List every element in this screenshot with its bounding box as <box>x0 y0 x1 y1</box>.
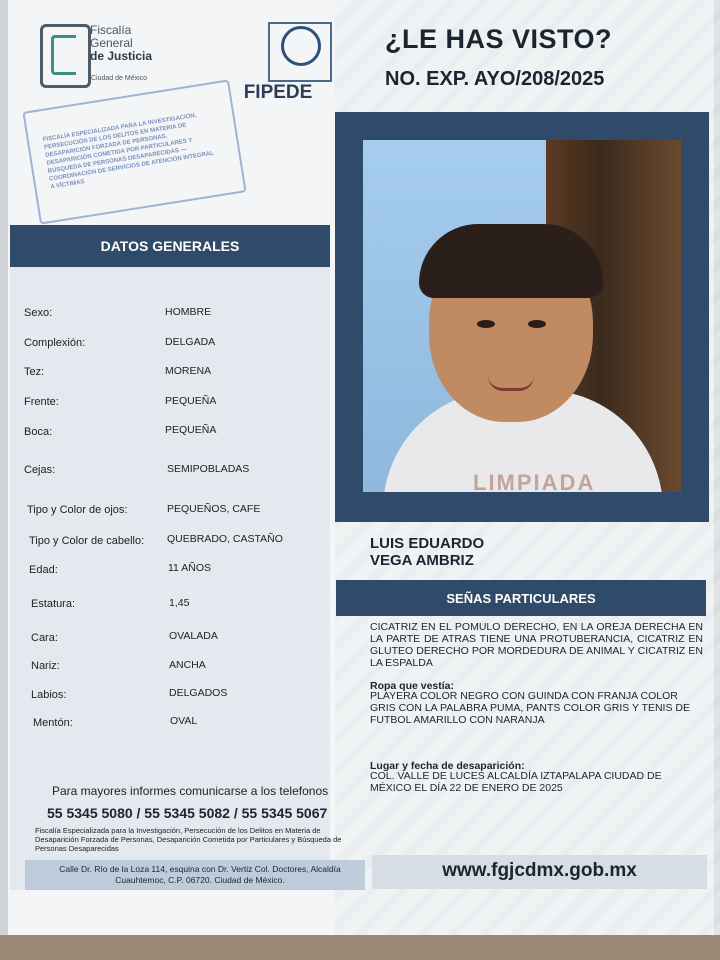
clothing-text: PLAYERA COLOR NEGRO CON GUINDA CON FRANJA COLOR GRIS CON LA PALABRA PUMA, PANTS COLOR GRIS Y TENIS DE FUTBOL AMARILLO CON NARANJA <box>370 690 690 726</box>
person-name <box>370 535 484 569</box>
fipede-logo <box>228 18 328 104</box>
magnifier-icon <box>281 26 321 66</box>
shirt-text: LIMPIADA <box>473 470 596 492</box>
field-value: DELGADA <box>165 336 216 348</box>
field-value: OVALADA <box>169 630 218 642</box>
field-label: Mentón: <box>33 717 73 729</box>
field-label: Complexión: <box>24 337 86 349</box>
field-label: Labios: <box>31 689 67 701</box>
field-label: Cara: <box>31 632 58 644</box>
missing-person-photo <box>363 140 681 492</box>
clothing-label: Ropa que vestía: <box>370 680 455 692</box>
field-value: PEQUEÑOS, CAFE <box>167 503 261 515</box>
field-label: Nariz: <box>31 660 60 672</box>
field-value: 1,45 <box>169 597 190 609</box>
field-label: Boca: <box>24 426 53 438</box>
field-label: Sexo: <box>24 307 53 319</box>
field-value: MORENA <box>165 365 212 377</box>
website-link[interactable]: www.fgjcdmx.gob.mx <box>442 860 637 881</box>
field-value: 11 AÑOS <box>168 562 211 574</box>
org-line-1: Fiscalía <box>90 23 132 37</box>
field-label: Estatura: <box>31 598 76 610</box>
field-value: PEQUEÑA <box>165 395 217 407</box>
field-value: PEQUEÑA <box>165 424 217 436</box>
field-label: Edad: <box>29 564 58 576</box>
field-value: DELGADOS <box>169 687 228 699</box>
field-label: Tipo y Color de cabello: <box>29 535 145 547</box>
contact-phones: 55 5345 5080 / 55 5345 5082 / 55 5345 5067 <box>47 805 328 821</box>
disappearance-label: Lugar y fecha de desaparición: <box>370 760 525 772</box>
distinguishing-marks-text: CICATRIZ EN EL POMULO DERECHO, EN LA OREJA DERECHA EN LA PARTE DE ATRAS TIENE UNA PROTUBERANCIA, CICATRIZ EN GLUTEO DERECHO POR MORDEDURA DE ANIMAL Y CICATRIZ EN LA ESPALDA <box>370 621 703 669</box>
address-text: Calle Dr. Río de la Loza 114, esquina con Dr. Vertiz Col. Doctores, Alcaldía Cuauhtemoc, C.P. 06720. Ciudad de México. <box>59 864 341 885</box>
disappearance-text: COL. VALLE DE LUCES ALCALDÍA IZTAPALAPA CIUDAD DE MÉXICO EL DÍA 22 DE ENERO DE 2025 <box>370 770 662 794</box>
person-name-line-1: LUIS EDUARDO <box>370 535 485 552</box>
headline: ¿LE HAS VISTO? <box>385 24 613 54</box>
fgj-logo-icon <box>40 24 91 88</box>
field-value: OVAL <box>170 715 198 727</box>
field-label: Frente: <box>24 396 59 408</box>
field-value: QUEBRADO, CASTAÑO <box>167 533 283 545</box>
field-value: SEMIPOBLADAS <box>167 463 250 475</box>
person-name-line-2: VEGA AMBRIZ <box>370 552 474 569</box>
field-label: Cejas: <box>24 464 56 476</box>
contact-title: Para mayores informes comunicarse a los telefonos <box>52 784 329 798</box>
org-name <box>90 24 152 63</box>
org-line-3: de Justicia <box>90 49 153 63</box>
fipede-label: FIPEDE <box>243 82 313 103</box>
field-label: Tez: <box>24 366 45 378</box>
org-line-2: General <box>90 36 133 50</box>
distinguishing-marks-title: SEÑAS PARTICULARES <box>336 580 706 616</box>
field-value: HOMBRE <box>165 306 212 318</box>
general-data-title: DATOS GENERALES <box>10 225 330 267</box>
floor-background <box>0 935 720 960</box>
org-subtitle: Ciudad de México <box>91 75 148 82</box>
expedient-number: NO. EXP. AYO/208/2025 <box>385 68 605 90</box>
fiscalia-text: Fiscalía Especializada para la Investigación, Persecución de los Delitos en Materia de Desaparición Forzada de Personas, Desaparición Cometida por Particulares y Búsqueda de Personas Desaparecidas <box>35 826 342 853</box>
field-label: Tipo y Color de ojos: <box>27 504 128 516</box>
field-value: ANCHA <box>169 659 206 671</box>
stamp-text: FISCALÍA ESPECIALIZADA PARA LA INVESTIGACIÓN, PERSECUCIÓN DE LOS DELITOS EN MATERIA DE DESAPARICIÓN FORZADA DE PERSONAS, DESAPARICIÓN COMETIDA POR PARTICULARES Y BÚSQUEDA DE PERSONAS DESAPARECIDAS — COORDINACIÓN DE SERVICIOS DE ATENCIÓN INTEGRAL A VÍCTIMAS <box>42 112 215 191</box>
